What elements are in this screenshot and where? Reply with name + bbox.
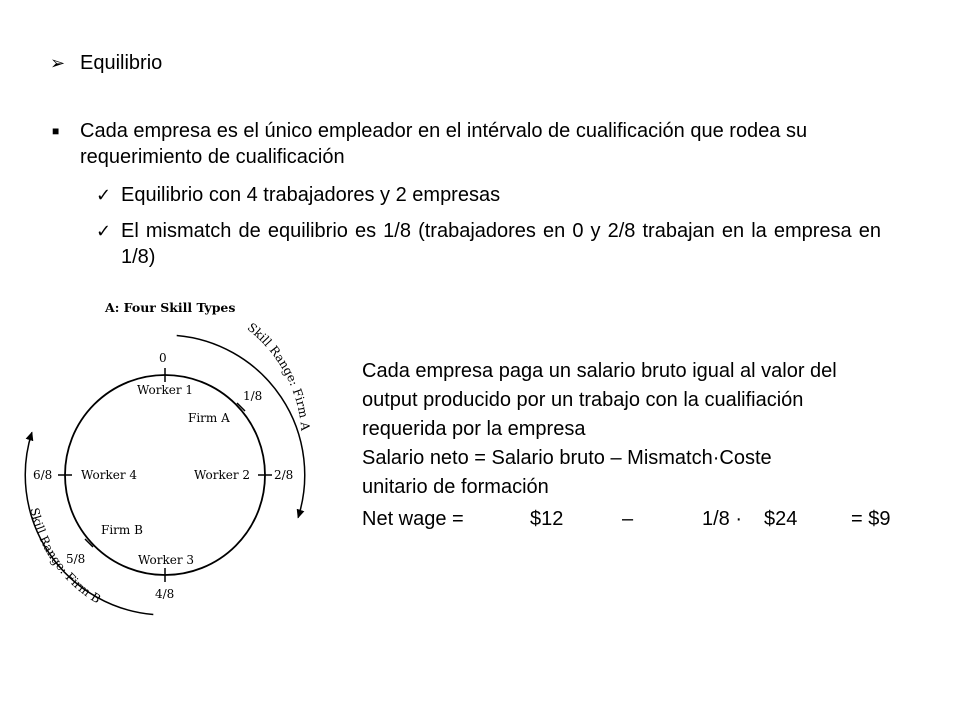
paragraph-line: Cada empresa paga un salario bruto igual al valor del (362, 360, 837, 382)
tick-label-4-8: 4/8 (155, 587, 175, 601)
tick-label-6-8: 6/8 (33, 468, 53, 482)
net-wage-cost: $24 (764, 508, 798, 530)
tick-label-5-8: 5/8 (66, 552, 86, 566)
worker-4-label: Worker 4 (81, 468, 138, 482)
skill-range-b-label: Skill Range: Firm B (27, 506, 104, 607)
firm-a-label: Firm A (188, 411, 230, 425)
wage-paragraph (362, 357, 922, 502)
paragraph-line: requerida por la empresa (362, 418, 586, 440)
net-wage-result: = $9 (851, 508, 891, 530)
check-bullet-icon: ✓ (96, 185, 112, 205)
item-equilibrio: Equilibrio (80, 52, 163, 74)
tick-label-0: 0 (159, 351, 167, 365)
net-wage-minus: – (622, 508, 634, 530)
paragraph-line: output producido por un trabajo con la cualifiación (362, 389, 804, 411)
square-bullet-icon: ■ (52, 124, 60, 138)
worker-1-label: Worker 1 (137, 383, 194, 397)
arrow-bullet-icon: ➢ (50, 53, 66, 73)
firm-b-label: Firm B (101, 523, 143, 537)
net-wage-gross: $12 (530, 508, 564, 530)
item-equilibrio-con: Equilibrio con 4 trabajadores y 2 empresas (121, 184, 501, 206)
skill-circle-diagram (0, 290, 340, 620)
diagram-title: A: Four Skill Types (105, 300, 236, 315)
paragraph-line: Salario neto = Salario bruto – Mismatch·Coste (362, 447, 772, 469)
skill-range-a-label: Skill Range: Firm A (244, 320, 313, 432)
check-bullet-icon: ✓ (96, 221, 112, 241)
paragraph-line: unitario de formación (362, 476, 549, 498)
net-wage-label: Net wage = (362, 508, 464, 530)
item-mismatch: El mismatch de equilibrio es 1/8 (trabajadores en 0 y 2/8 trabajan en la empresa en 1/8) (121, 220, 881, 268)
tick-label-2-8: 2/8 (274, 468, 294, 482)
item-cada-empresa: Cada empresa es el único empleador en el intérvalo de cualificación que rodea su requerimiento de cualificación (80, 120, 808, 168)
net-wage-mismatch: 1/8 · (702, 508, 743, 530)
tick-label-1-8: 1/8 (243, 389, 263, 403)
worker-2-label: Worker 2 (194, 468, 251, 482)
worker-3-label: Worker 3 (138, 553, 195, 567)
